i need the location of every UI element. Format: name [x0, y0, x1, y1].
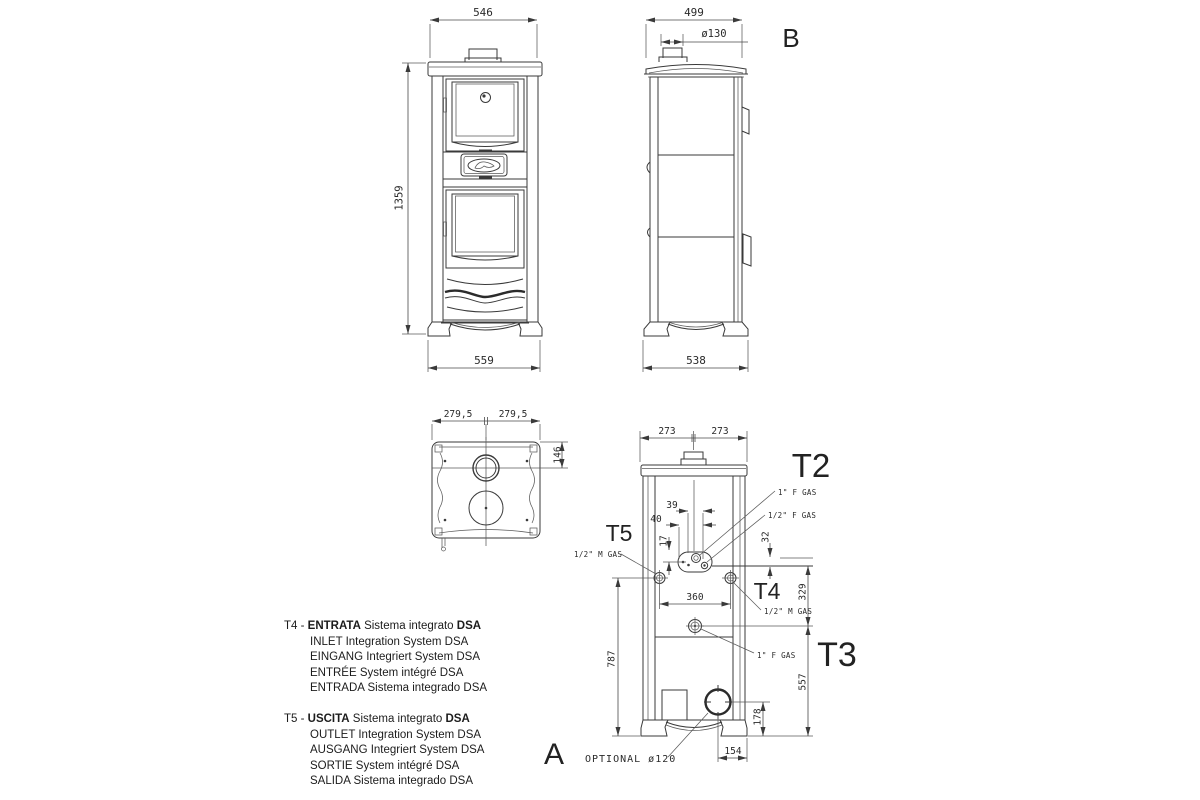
gas-12m-left-label: 1/2" M GAS [574, 550, 623, 559]
top-stove-outline [432, 437, 568, 551]
legend-t4-translation-es: ENTRADA Sistema integrado DSA [310, 682, 488, 694]
optional-flue-label: OPTIONAL ø120 [585, 754, 677, 765]
front-dim-height [394, 63, 426, 334]
front-dim-bottom [428, 340, 540, 372]
top-dim-halves [432, 409, 540, 440]
top-half-left-label: 279,5 [443, 409, 473, 420]
legend-t4-translation-de: EINGANG Integriert System DSA [310, 651, 480, 663]
rear-view-letter: A [543, 738, 565, 771]
rear-d787-label: 787 [606, 650, 618, 668]
side-view [643, 6, 800, 372]
legend-t4-code: T4 [284, 620, 298, 632]
legend-t4-translation-fr: ENTRÉE System intégré DSA [310, 666, 464, 679]
rear-dim-787 [606, 578, 651, 736]
front-dim-top [430, 6, 537, 58]
front-stove-outline [428, 49, 542, 336]
front-width-top-label: 546 [473, 6, 493, 19]
rear-dim-halves [640, 426, 747, 462]
legend-t5-block [284, 712, 524, 790]
top-half-right-label: 279,5 [498, 409, 528, 420]
gas-1f-upper-label: 1" F GAS [778, 488, 817, 497]
rear-d39-label: 39 [666, 500, 678, 511]
legend-t5-translation-de: AUSGANG Integriert System DSA [310, 744, 485, 756]
rear-gas-ports [651, 552, 739, 719]
legend-t4-block [284, 619, 524, 697]
rear-dim-557 [797, 626, 808, 736]
side-view-letter: B [782, 23, 800, 53]
port-t5-label: T5 [605, 520, 633, 546]
gas-1f-lower-label: 1" F GAS [757, 651, 796, 660]
rear-d178-label: 178 [752, 708, 764, 726]
front-view [394, 6, 542, 372]
gas-12m-right-label: 1/2" M GAS [764, 607, 813, 616]
side-dim-top [646, 6, 742, 58]
port-t3-label: T3 [817, 636, 857, 674]
rear-dim-329 [797, 566, 808, 626]
top-dim-flue-offset [540, 442, 568, 468]
legend-t5-translation-fr: SORTIE System intégré DSA [310, 759, 460, 772]
legend-t5-primary: T5 - USCITA Sistema integrato DSA [284, 713, 470, 725]
front-height-label: 1359 [393, 185, 406, 211]
rear-d557-label: 557 [797, 673, 809, 691]
side-width-top-label: 499 [684, 6, 704, 19]
gas-12f-upper-label: 1/2" F GAS [768, 511, 817, 520]
rear-dim-39 [666, 500, 715, 559]
front-width-bottom-label: 559 [474, 354, 494, 367]
rear-d360-label: 360 [686, 592, 704, 603]
rear-d17-label: 17 [658, 535, 670, 547]
rear-view [544, 426, 857, 771]
rear-dim-178 [732, 702, 770, 736]
top-view [432, 409, 568, 551]
side-stove-outline [644, 48, 751, 336]
rear-d32-label: 32 [760, 531, 772, 543]
legend-t4-translation-en: INLET Integration System DSA [310, 635, 469, 648]
top-flue-offset-label: 146 [552, 446, 564, 464]
legend-t5-code: T5 [284, 713, 298, 725]
port-t4-label: T4 [753, 578, 781, 604]
legend-t4-primary: T4 - ENTRATA Sistema integrato DSA [284, 620, 482, 632]
rear-d40-label: 40 [650, 514, 662, 525]
legend-t5-translation-es: SALIDA Sistema integrado DSA [310, 775, 473, 787]
rear-dim-360 [660, 586, 731, 609]
rear-half-right-label: 273 [711, 426, 729, 437]
legend-t4-term: ENTRATA [307, 620, 361, 632]
rear-half-left-label: 273 [658, 426, 676, 437]
rear-dim-154 [718, 716, 747, 762]
side-width-bottom-label: 538 [686, 354, 706, 367]
side-dim-flue [661, 28, 748, 46]
legend-t5-term: USCITA [307, 713, 350, 725]
rear-dim-32 [760, 531, 771, 579]
rear-d154-label: 154 [724, 746, 742, 757]
port-t2-label: T2 [791, 447, 831, 484]
legend-t5-translation-en: OUTLET Integration System DSA [310, 728, 482, 741]
side-flue-diameter-label: ø130 [701, 28, 727, 40]
rear-dim-17 [658, 535, 686, 575]
side-dim-bottom [643, 340, 748, 372]
rear-d329-label: 329 [797, 583, 809, 601]
